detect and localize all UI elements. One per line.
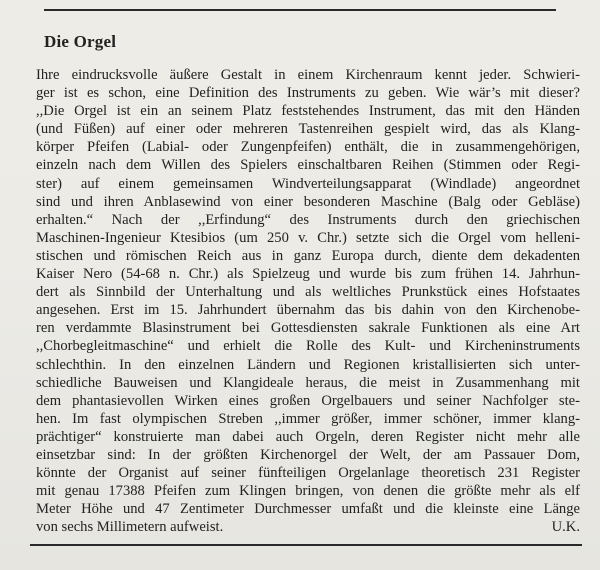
top-rule xyxy=(44,9,556,11)
text-line: ,,Chorbegleitmaschine“ und erhielt die Rolle des Kult- und Kircheninstruments xyxy=(36,338,580,355)
text-line: Ihre eindrucksvolle äußere Gestalt in einem Kirchenraum kennt jeder. Schwieri- xyxy=(36,67,580,83)
text-line: ,,Die Orgel ist ein an seinem Platz feststehendes Instrument, das mit den Händen xyxy=(36,103,580,120)
text-line: dem phantasievollen Wirken eines großen Orgelbauers und seiner Nachfolger ste- xyxy=(36,392,580,409)
text-line: dert als Sinnbild der Unterhaltung und als weltliches Prunkstück eines Hofstaates xyxy=(36,284,580,301)
final-line xyxy=(36,518,580,536)
article-heading: Die Orgel xyxy=(44,32,117,51)
text-line: sind und ihren Anblasewind von einer besonderen Maschine (Balg oder Gebläse) xyxy=(36,193,580,210)
text-line: Maschinen-Ingenieur Ktesibios (um 250 v. Chr.) setzte sich die Orgel vom helleni- xyxy=(36,229,580,246)
text-line: könnte der Organist auf seiner fünfteiligen Orgelanlage theoretisch 231 Register xyxy=(36,465,580,482)
text-line: mit genau 17388 Pfeifen zum Klingen bringen, von denen die größte mehr als elf xyxy=(36,483,580,500)
text-line: ster) auf einem gemeinsamen Windverteilungsapparat (Windlade) angeordnet xyxy=(36,175,580,192)
text-line: (und Füßen) auf einer oder mehreren Tastenreihen gespielt wird, das als Klang- xyxy=(36,121,580,138)
text-line: ger ist es schon, eine Definition des Instruments zu geben. Wie wär’s mit dieser? xyxy=(36,85,580,102)
text-line: körper Pfeifen (Labial- oder Zungenpfeifen) enthält, die in zusammengehörigen, xyxy=(36,139,580,156)
text-line: einzeln nach dem Willen des Spielers einschaltbaren Reihen (Stimmen oder Regi- xyxy=(36,157,580,174)
article-body xyxy=(36,66,580,536)
text-line-end: von sechs Millimetern aufweist. xyxy=(36,519,224,536)
text-line: ren verdammte Blasinstrument bei Gottesdiensten sakrale Funktionen als eine Art xyxy=(36,320,580,337)
text-line: hen. Im fast olympischen Streben ,,immer größer, immer schöner, immer klang- xyxy=(36,410,580,427)
text-line: stischen und römischen Reich aus in ganz Europa durch, diente dem dekadenten xyxy=(36,247,580,264)
text-line: angesehen. Erst im 15. Jahrhundert übernahm das bis dahin von den Kirchenobe- xyxy=(36,302,580,319)
text-line: erhalten.“ Nach der ,,Erfindung“ des Instruments durch den griechischen xyxy=(36,211,580,228)
text-line: schiedliche Bauweisen und Klangideale heraus, die meist in Zusammenhang mit xyxy=(36,374,580,391)
text-line: Meter Höhe und 47 Zentimeter Durchmesser umfaßt und die kleinste eine Länge xyxy=(36,501,580,518)
author-signature: U.K. xyxy=(551,519,580,536)
text-line: Kaiser Nero (54-68 n. Chr.) als Spielzeug und wurde bis zum frühen 14. Jahrhun- xyxy=(36,266,580,283)
bottom-rule xyxy=(30,544,582,546)
text-line: schlechthin. In den einzelnen Ländern und Regionen kristallisierten sich unter- xyxy=(36,356,580,373)
text-line: prächtiger“ konstruierte man dabei auch Orgeln, deren Register nicht mehr alle xyxy=(36,428,580,445)
text-line: einsetzbar sind: In der größten Kirchenorgel der Welt, der am Passauer Dom, xyxy=(36,446,580,463)
